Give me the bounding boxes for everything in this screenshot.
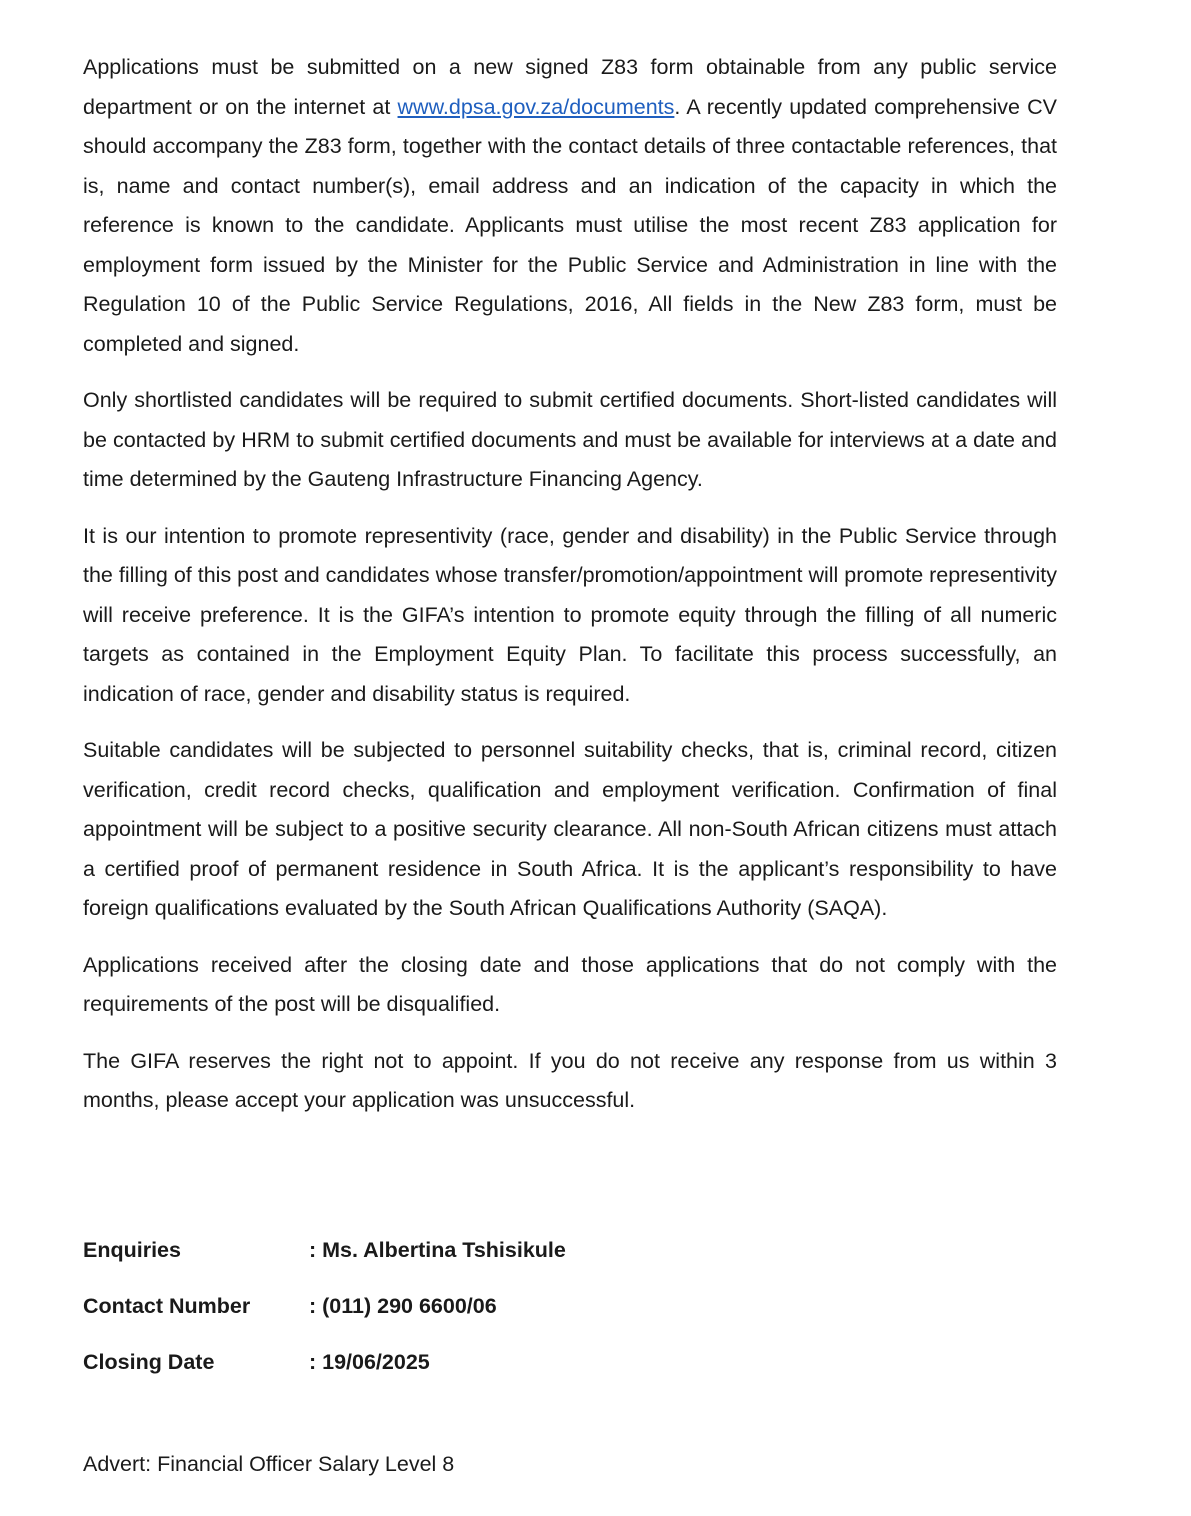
enquiries-value: : Ms. Albertina Tshisikule bbox=[309, 1238, 566, 1262]
document-body bbox=[83, 48, 1057, 1138]
contact-number-row bbox=[83, 1286, 783, 1342]
closing-date-label: Closing Date bbox=[83, 1350, 215, 1374]
paragraph-representivity: It is our intention to promote representivity (race, gender and disability) in the Public Service through the filling of this post and candidates whose transfer/promotion/appointment will promote representivity will receive preference. It is the GIFA’s intention to promote equity through the filling of all numeric targets as contained in the Employment Equity Plan. To facilitate this process successfully, an indication of race, gender and disability status is required. bbox=[83, 523, 1057, 706]
paragraph-text: Applications must be submitted on a new signed Z83 form obtainable from any public service department or on the internet at bbox=[83, 55, 1057, 119]
closing-date-value: : 19/06/2025 bbox=[309, 1350, 430, 1374]
paragraph-right-not-to-appoint: The GIFA reserves the right not to appoint. If you do not receive any response from us within 3 months, please accept your application was unsuccessful. bbox=[83, 1048, 1057, 1112]
contact-number-label: Contact Number bbox=[83, 1294, 251, 1318]
paragraph-application-requirements bbox=[83, 48, 1057, 364]
dpsa-documents-link[interactable]: www.dpsa.gov.za/documents bbox=[397, 94, 675, 119]
enquiries-label: Enquiries bbox=[83, 1238, 181, 1262]
advert-footer: Advert: Financial Officer Salary Level 8 bbox=[83, 1452, 455, 1476]
contact-number-value: : (011) 290 6600/06 bbox=[309, 1294, 497, 1318]
paragraph-shortlisted-candidates: Only shortlisted candidates will be required to submit certified documents. Short-listed candidates will be contacted by HRM to submit certified documents and must be available for interviews at a date and time determined by the Gauteng Infrastructure Financing Agency. bbox=[83, 388, 1057, 491]
closing-date-row bbox=[83, 1342, 783, 1398]
paragraph-text: . A recently updated comprehensive CV should accompany the Z83 form, together with the contact details of three contactable references, that is, name and contact number(s), email address and an indication of the capacity in which the reference is known to the candidate. Applicants must utilise the most recent Z83 application for employment form issued by the Minister for the Public Service and Administration in line with the Regulation 10 of the Public Service Regulations, 2016, All fields in the New Z83 form, must be completed and signed. bbox=[83, 94, 1057, 356]
contact-details bbox=[83, 1230, 783, 1398]
enquiries-row bbox=[83, 1230, 783, 1286]
paragraph-suitability-checks: Suitable candidates will be subjected to personnel suitability checks, that is, criminal record, citizen verification, credit record checks, qualification and employment verification. Confirmation of final appointment will be subject to a positive security clearance. All non-South African citizens must attach a certified proof of permanent residence in South Africa. It is the applicant’s responsibility to have foreign qualifications evaluated by the South African Qualifications Authority (SAQA). bbox=[83, 738, 1057, 920]
paragraph-disqualification: Applications received after the closing date and those applications that do not comply with the requirements of the post will be disqualified. bbox=[83, 952, 1057, 1016]
